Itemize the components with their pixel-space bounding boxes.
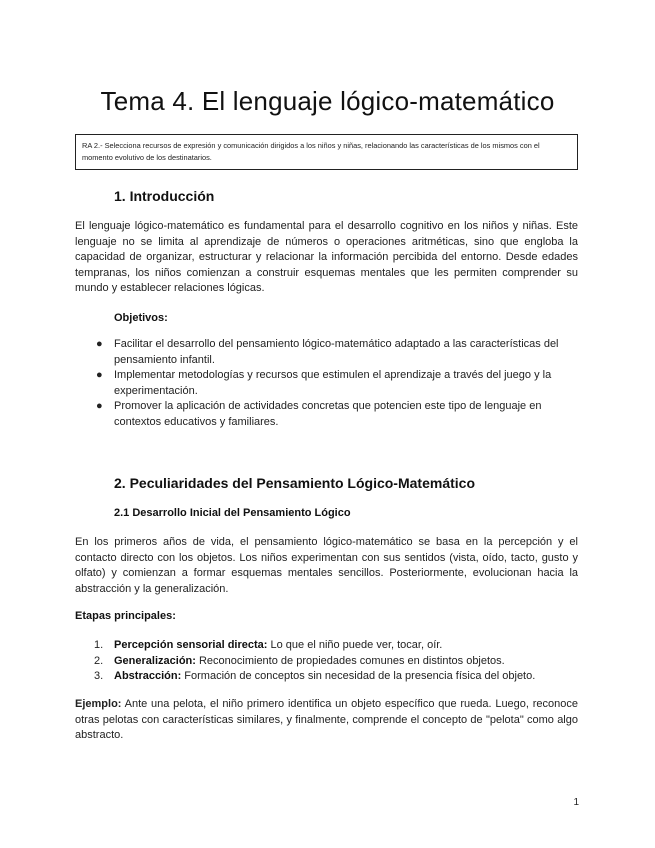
list-item xyxy=(94,669,578,685)
list-number: 1. xyxy=(94,639,104,651)
objective-text: Implementar metodologías y recursos que estimulen el aprendizaje a través del juego y la experimentación. xyxy=(114,369,552,397)
objectives-list xyxy=(96,337,578,431)
list-item xyxy=(94,654,578,670)
stages-label: Etapas principales: xyxy=(75,610,176,622)
stage-description: Lo que el niño puede ver, tocar, oír. xyxy=(267,639,443,651)
list-item xyxy=(96,337,578,368)
stage-description: Reconocimiento de propiedades comunes en distintos objetos. xyxy=(195,654,505,667)
stage-term: Generalización: xyxy=(114,654,196,667)
bullet-icon: ● xyxy=(96,338,103,350)
example-paragraph xyxy=(75,697,578,744)
objectives-label: Objetivos: xyxy=(114,312,168,324)
list-number: 3. xyxy=(94,670,104,683)
example-text: Ante una pelota, el niño primero identifica un objeto específico que rueda. Luego, reconoce otras pelotas con características similares, y finalmente, comprende el concepto de "pelota" como algo abstracto. xyxy=(75,698,578,742)
objective-text: Promover la aplicación de actividades concretas que potencien este tipo de lenguaje en contextos educativos y familiares. xyxy=(114,400,542,428)
subsection-heading: 2.1 Desarrollo Inicial del Pensamiento Lógico xyxy=(114,507,351,519)
stage-description: Formación de conceptos sin necesidad de la presencia física del objeto. xyxy=(181,670,536,683)
intro-paragraph: El lenguaje lógico-matemático es fundamental para el desarrollo cognitivo en los niños y niñas. Este lenguaje no se limita al aprendizaje de números o operaciones aritméticas, sino que engloba la capacidad de organizar, estructurar y relacionar la información percibida del entorno. Desde edades tempranas, los niños comienzan a construir esquemas mentales que les permiten comprender su mundo y establecer relaciones lógicas. xyxy=(75,220,578,295)
stage-term: Abstracción: xyxy=(114,670,182,683)
page-title: Tema 4. El lenguaje lógico-matemático xyxy=(100,86,555,116)
learning-outcome-box: RA 2.- Selecciona recursos de expresión y comunicación dirigidos a los niños y niñas, relacionando las características de los mismos con el momento evolutivo de los destinatarios. xyxy=(75,134,578,170)
page-number: 1 xyxy=(573,797,579,808)
list-item xyxy=(94,638,578,654)
list-item xyxy=(96,399,578,430)
stage-term: Percepción sensorial directa: xyxy=(114,639,268,651)
section-heading-introduccion: 1. Introducción xyxy=(114,188,215,204)
bullet-icon: ● xyxy=(96,400,103,413)
objective-text: Facilitar el desarrollo del pensamiento lógico-matemático adaptado a las características del pensamiento infantil. xyxy=(114,338,559,366)
section-heading-peculiaridades: 2. Peculiaridades del Pensamiento Lógico-Matemático xyxy=(114,475,475,491)
development-paragraph: En los primeros años de vida, el pensamiento lógico-matemático se basa en la percepción y el contacto directo con los objetos. Los niños experimentan con sus sentidos (vista, oído, tacto, gusto y olfato) y comienzan a formar esquemas mentales sencillos. Posteriormente, evolucionan hacia la abstracción y la generalización. xyxy=(75,536,578,595)
list-item xyxy=(96,368,578,399)
bullet-icon: ● xyxy=(96,369,103,382)
stages-list xyxy=(94,638,578,685)
example-label: Ejemplo: xyxy=(75,698,122,710)
list-number: 2. xyxy=(94,654,104,667)
